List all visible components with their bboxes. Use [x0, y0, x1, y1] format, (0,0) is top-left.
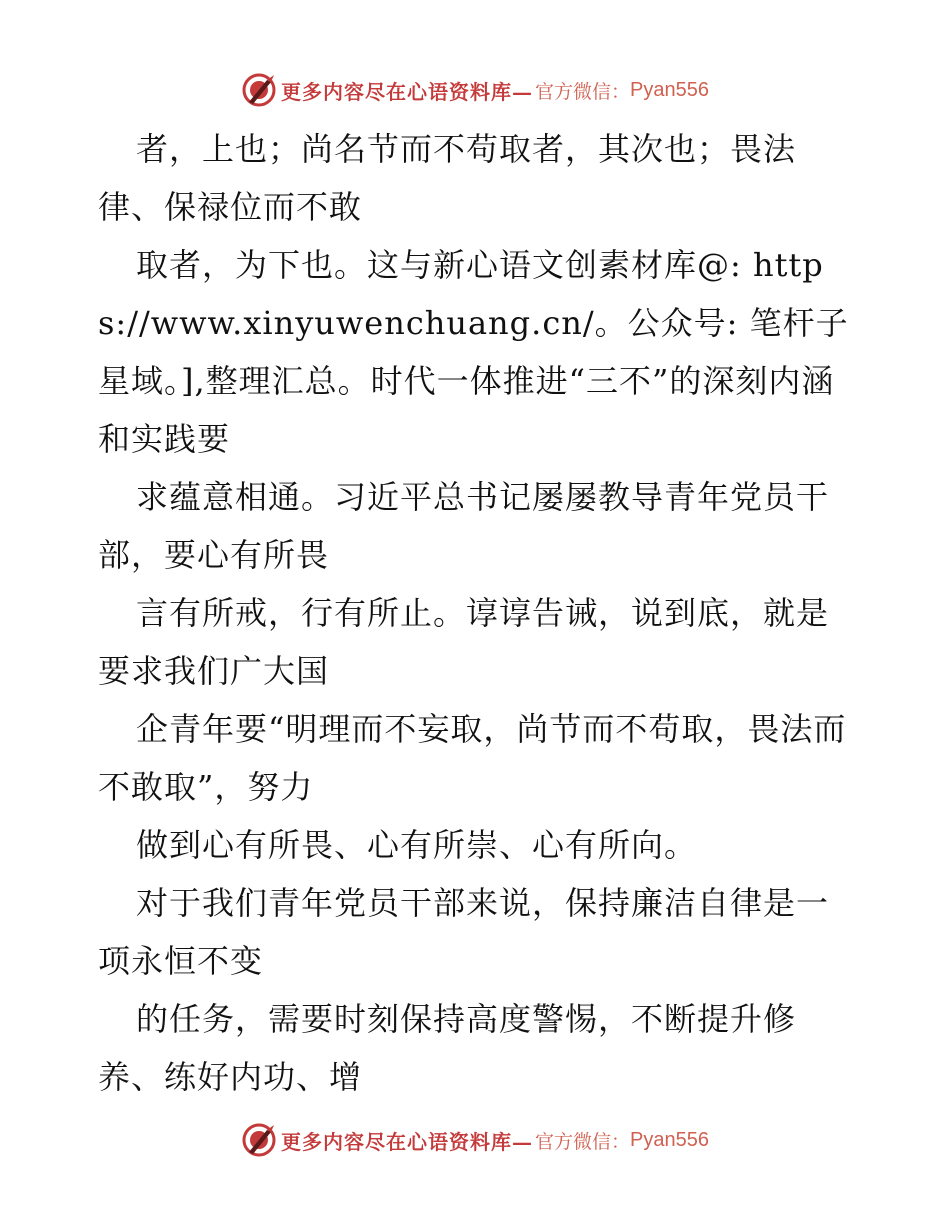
- footer-banner: [0, 1118, 950, 1162]
- wechat-id: Pyan556: [630, 1128, 709, 1151]
- promo-text: 更多内容尽在心语资料库—: [281, 1129, 533, 1154]
- quill-logo-icon: [241, 1122, 277, 1158]
- wechat-label: 官方微信：: [535, 80, 631, 103]
- paragraph: 企青年要“明理而不妄取，尚节而不苟取，畏法而不敢取”，努力: [98, 710, 847, 806]
- document-body: [98, 120, 858, 1106]
- wechat-id: Pyan556: [630, 78, 709, 101]
- paragraph: 的任务，需要时刻保持高度警惕，不断提升修养、练好内功、增: [98, 1000, 797, 1096]
- paragraph: 者，上也；尚名节而不苟取者，其次也；畏法律、保禄位而不敢: [98, 130, 797, 226]
- paragraph: 做到心有所畏、心有所崇、心有所向。: [136, 826, 698, 864]
- paragraph: 言有所戒，行有所止。谆谆告诫，说到底，就是要求我们广大国: [98, 594, 830, 690]
- paragraph: 对于我们青年党员干部来说，保持廉洁自律是一项永恒不变: [98, 884, 830, 980]
- paragraph: 求蕴意相通。习近平总书记屡屡教导青年党员干部，要心有所畏: [98, 478, 830, 574]
- paragraph: 取者，为下也。这与新心语文创素材库@: https://www.xinyuwenchuang.cn/。公众号: 笔杆子星域。],整理汇总。时代一体推进“三不”的深刻内涵和实践要: [98, 246, 849, 458]
- wechat-label: 官方微信：: [535, 1130, 631, 1153]
- quill-logo-icon: [241, 72, 277, 108]
- header-banner: [0, 68, 950, 112]
- promo-text: 更多内容尽在心语资料库—: [281, 79, 533, 104]
